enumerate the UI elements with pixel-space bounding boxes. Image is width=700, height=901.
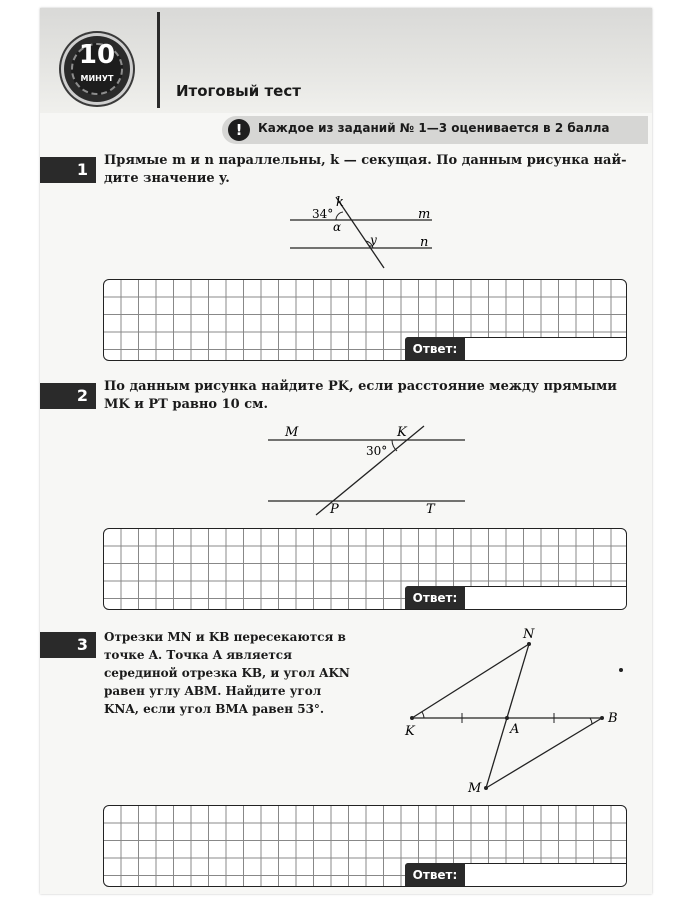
task-3-line-3: серединой отрезка KB, и угол AKN <box>104 666 350 680</box>
point-B <box>600 716 604 720</box>
label-30: 30° <box>366 444 388 458</box>
label-K: K <box>397 425 407 440</box>
label-M3: M <box>468 781 482 796</box>
task-number-1: 1 <box>40 157 96 183</box>
label-k: k <box>336 195 344 210</box>
answer-grid-3[interactable] <box>103 805 627 887</box>
label-n: n <box>420 235 429 250</box>
label-A: A <box>510 722 520 737</box>
answer-field-3[interactable] <box>405 863 627 887</box>
label-P: P <box>330 502 339 517</box>
answer-label-1: Ответ: <box>405 337 465 361</box>
point-N <box>527 642 531 646</box>
task-3-line-2: точке A. Точка A является <box>104 648 292 662</box>
answer-label-2: Ответ: <box>405 586 465 610</box>
point-K <box>410 716 414 720</box>
task-3-line-4: равен углу ABM. Найдите угол <box>104 684 322 698</box>
task-2-line-1: По данным рисунка найдите PK, если расстояние между прямыми <box>104 379 617 394</box>
task-1-line-1: Прямые m и n параллельны, k — секущая. По данным рисунка най- <box>104 153 627 168</box>
task-2-line-2: MK и PT равно 10 см. <box>104 397 268 412</box>
task-number-3: 3 <box>40 632 96 658</box>
label-N: N <box>523 627 535 642</box>
point-A <box>505 716 509 720</box>
point-M <box>484 786 488 790</box>
label-34: 34° <box>312 207 334 221</box>
label-y: y <box>370 233 377 247</box>
task-3-line-5: KNA, если угол BMA равен 53°. <box>104 702 325 716</box>
angle-B-arc <box>590 718 592 724</box>
exclamation-icon: ! <box>228 119 250 141</box>
task-number-2: 2 <box>40 383 96 409</box>
notice-text: Каждое из заданий № 1—3 оценивается в 2 балла <box>258 121 610 135</box>
timer-number: 10 <box>78 40 116 70</box>
task-3-line-1: Отрезки MN и KB пересекаются в <box>104 630 346 644</box>
angle-K-arc <box>422 712 424 718</box>
timer-unit: МИНУТ <box>80 74 114 83</box>
label-m: m <box>418 207 431 222</box>
label-M: M <box>285 425 299 440</box>
label-alpha: α <box>333 220 342 234</box>
task-1-line-2: дите значение y. <box>104 171 230 186</box>
segment-KN <box>412 644 529 718</box>
label-B: B <box>608 711 618 726</box>
label-K3: K <box>405 724 415 739</box>
label-T: T <box>426 502 435 517</box>
answer-label-3: Ответ: <box>405 863 465 887</box>
page-title: Итоговый тест <box>176 82 301 100</box>
